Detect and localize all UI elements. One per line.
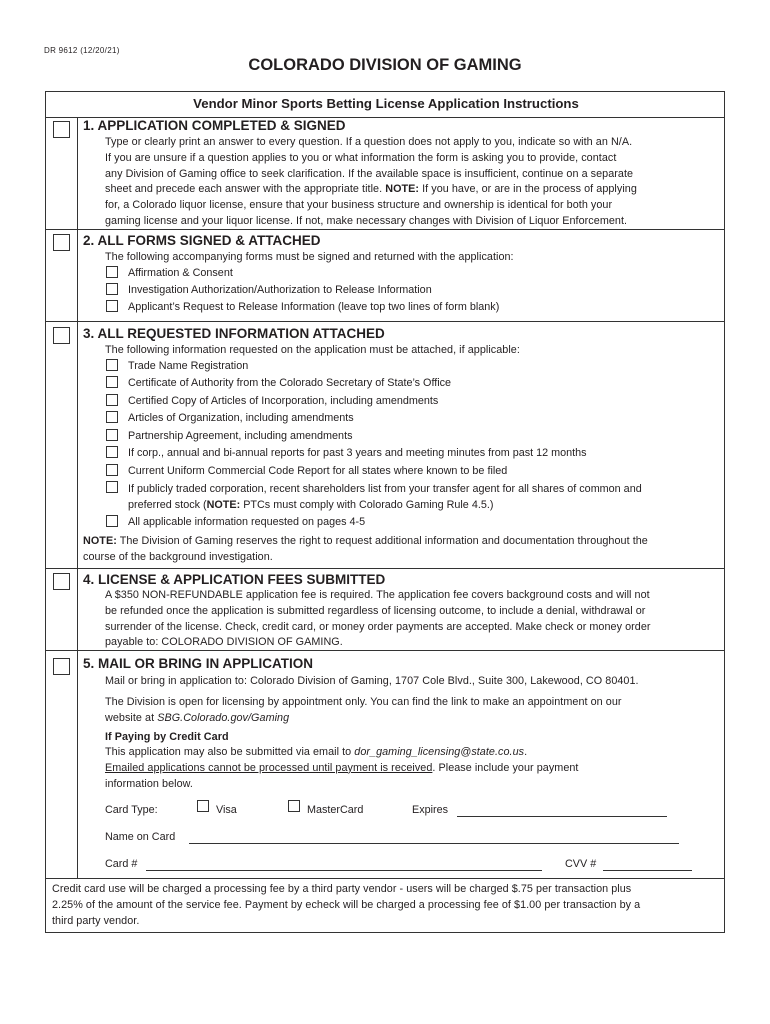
appointment-text: The Division is open for licensing by appointment only. You can find the link to make an appointment on our website at SBG.Colorado.gov/Gaming	[105, 696, 622, 724]
list-item[interactable]: Current Uniform Commercial Code Report for all states where known to be filed	[106, 464, 507, 479]
list-item[interactable]: Partnership Agreement, including amendments	[106, 429, 352, 444]
page-title: COLORADO DIVISION OF GAMING	[248, 56, 522, 74]
email-submission-text: This application may also be submitted via email to dor_gaming_licensing@state.co.us. Emailed applications cannot be processed until payment is received. Please include your payment information below.	[105, 746, 579, 790]
item-checkbox[interactable]	[106, 300, 118, 312]
list-item[interactable]: Investigation Authorization/Authorization to Release Information	[106, 283, 432, 298]
section-5-heading: 5. MAIL OR BRING IN APPLICATION	[83, 656, 314, 671]
name-on-card-field[interactable]	[189, 832, 679, 844]
checkbox-column	[46, 117, 78, 878]
list-item[interactable]: Certificate of Authority from the Colorado Secretary of State’s Office	[106, 376, 451, 391]
name-on-card-label: Name on Card	[105, 831, 176, 843]
list-item[interactable]: Trade Name Registration	[106, 359, 248, 374]
section-4-text: A $350 NON-REFUNDABLE application fee is required. The application fee covers background costs and will not be refunded once the application is submitted regardless of licensing outcome, to include a denial, withdrawal or surrender of the license. Check, credit card, or money order payments are accepted. Make check or money order payable to: COLORADO DIVISION OF GAMING.	[105, 589, 651, 649]
cvv-field[interactable]	[603, 859, 692, 871]
credit-card-heading: If Paying by Credit Card	[105, 731, 229, 743]
section-3-checkbox[interactable]	[53, 327, 70, 344]
section-1-text: Type or clearly print an answer to every question. If a question does not apply to you, indicate so with an N/A. If you are unsure if a question applies to you or what information the form is asking you to provide, contact any Division of Gaming office to seek clarification. If the available space is insufficient, continue on a separate sheet and precede each answer with the appropriate title. NOTE: If you have, or are in the process of applying for, a Colorado liquor license, ensure that your business structure and ownership is identical for both your gaming license and your liquor license. If not, make necessary changes with Division of Liquor Enforcement.	[105, 136, 637, 227]
divider	[46, 321, 724, 322]
card-number-field[interactable]	[146, 859, 542, 871]
item-checkbox[interactable]	[106, 464, 118, 476]
section-3-note: NOTE: The Division of Gaming reserves the right to request additional information and documentation throughout the course of the background investigation.	[83, 535, 648, 563]
section-5-checkbox[interactable]	[53, 658, 70, 675]
section-4-heading: 4. LICENSE & APPLICATION FEES SUBMITTED	[83, 572, 386, 587]
list-item[interactable]: All applicable information requested on pages 4-5	[106, 515, 365, 530]
list-item[interactable]: Certified Copy of Articles of Incorporation, including amendments	[106, 394, 438, 409]
instructions-frame	[45, 91, 725, 933]
section-1-heading: 1. APPLICATION COMPLETED & SIGNED	[83, 118, 346, 133]
section-2-checkbox[interactable]	[53, 234, 70, 251]
item-checkbox[interactable]	[106, 283, 118, 295]
expires-field[interactable]	[457, 805, 667, 817]
item-checkbox[interactable]	[106, 446, 118, 458]
list-item[interactable]: Articles of Organization, including amendments	[106, 411, 354, 426]
email-link[interactable]: dor_gaming_licensing@state.co.us	[354, 746, 525, 758]
credit-card-fee-note: Credit card use will be charged a processing fee by a third party vendor - users will be charged $.75 per transaction plus 2.25% of the amount of the service fee. Payment by echeck will be charged a processing fee of $1.00 per transaction by a third party vendor.	[52, 883, 641, 927]
cvv-label: CVV #	[565, 858, 597, 870]
website-link[interactable]: SBG.Colorado.gov/Gaming	[157, 711, 290, 724]
item-checkbox[interactable]	[106, 394, 118, 406]
item-checkbox[interactable]	[106, 359, 118, 371]
item-checkbox[interactable]	[106, 481, 118, 493]
section-3-intro: The following information requested on the application must be attached, if applicable:	[105, 344, 520, 356]
section-1-checkbox[interactable]	[53, 121, 70, 138]
section-2-intro: The following accompanying forms must be signed and returned with the application:	[105, 251, 514, 263]
card-number-label: Card #	[105, 858, 138, 870]
instructions-subtitle: Vendor Minor Sports Betting License Application Instructions	[193, 96, 579, 111]
list-item[interactable]: Applicant’s Request to Release Information (leave top two lines of form blank)	[106, 300, 499, 315]
item-checkbox[interactable]	[106, 266, 118, 278]
item-checkbox[interactable]	[106, 429, 118, 441]
mastercard-checkbox[interactable]	[288, 800, 300, 812]
section-4-checkbox[interactable]	[53, 573, 70, 590]
divider	[46, 878, 724, 879]
item-checkbox[interactable]	[106, 515, 118, 527]
divider	[46, 568, 724, 569]
list-item[interactable]: Affirmation & Consent	[106, 266, 233, 281]
card-type-label: Card Type:	[105, 804, 158, 816]
mastercard-label: MasterCard	[307, 804, 364, 816]
item-checkbox[interactable]	[106, 411, 118, 423]
list-item[interactable]: If publicly traded corporation, recent shareholders list from your transfer agent for all shares of common and preferred stock (NOTE: PTCs must comply with Colorado Gaming Rule 4.5.)	[106, 481, 726, 513]
form-code: DR 9612 (12/20/21)	[44, 46, 120, 55]
visa-label: Visa	[216, 804, 237, 816]
section-2-heading: 2. ALL FORMS SIGNED & ATTACHED	[83, 233, 321, 248]
visa-checkbox[interactable]	[197, 800, 209, 812]
section-3-heading: 3. ALL REQUESTED INFORMATION ATTACHED	[83, 326, 385, 341]
item-checkbox[interactable]	[106, 376, 118, 388]
mail-address-line: Mail or bring in application to: Colorado Division of Gaming, 1707 Cole Blvd., Suite 300, Lakewood, CO 80401.	[105, 675, 639, 687]
list-item[interactable]: If corp., annual and bi-annual reports for past 3 years and meeting minutes from past 12 months	[106, 446, 587, 461]
expires-label: Expires	[412, 804, 449, 816]
